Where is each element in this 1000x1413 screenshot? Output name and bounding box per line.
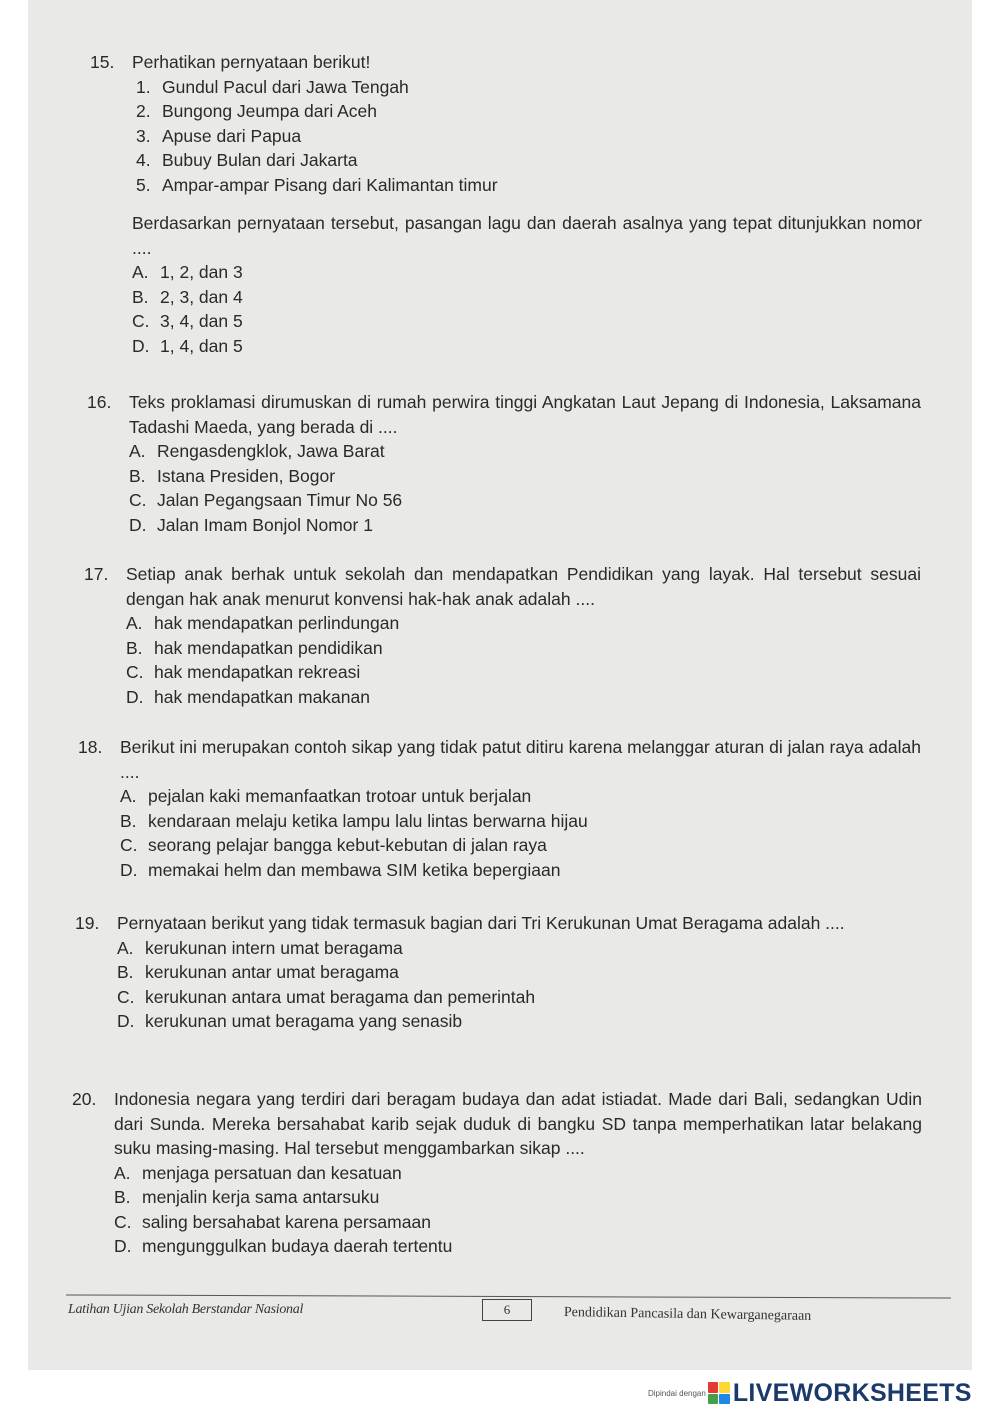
question-19 — [75, 911, 922, 1034]
question-stem: Setiap anak berhak untuk sekolah dan mendapatkan Pendidikan yang layak. Hal tersebut sesuai dengan hak anak menurut konvensi hak-hak anak adalah .... — [126, 564, 921, 609]
statement-list — [132, 75, 922, 198]
answer-option-a[interactable]: A. hak mendapatkan perlindungan — [126, 613, 400, 633]
answer-option-d[interactable]: D. 1, 4, dan 5 — [132, 335, 243, 356]
question-18 — [78, 735, 921, 882]
question-number: 16. — [87, 392, 112, 412]
answer-option-d[interactable]: D. memakai helm dan membawa SIM ketika bepergiaan — [120, 859, 561, 880]
answer-option-b[interactable]: B. 2, 3, dan 4 — [132, 286, 243, 307]
answer-option-a[interactable]: A. pejalan kaki memanfaatkan trotoar untuk berjalan — [120, 786, 532, 806]
footer-exam-title: Latihan Ujian Sekolah Berstandar Nasional — [68, 1302, 304, 1317]
answer-option-b[interactable]: B. kerukunan antar umat beragama — [117, 962, 399, 982]
question-stem: Berikut ini merupakan contoh sikap yang tidak patut ditiru karena melanggar aturan di jalan raya adalah .... — [120, 737, 921, 782]
answer-options — [129, 439, 921, 537]
answer-options — [117, 936, 922, 1034]
answer-option-c[interactable]: C. 3, 4, dan 5 — [132, 311, 243, 331]
question-number: 15. — [90, 52, 115, 72]
question-intro: Perhatikan pernyataan berikut! — [132, 52, 371, 72]
list-item: 1. Gundul Pacul dari Jawa Tengah — [136, 76, 409, 97]
answer-options — [132, 260, 922, 358]
answer-options — [126, 611, 921, 709]
answer-option-a[interactable]: A. Rengasdengklok, Jawa Barat — [129, 441, 385, 461]
footer-subject: Pendidikan Pancasila dan Kewarganegaraan — [563, 1305, 812, 1324]
footer-divider — [66, 1294, 951, 1298]
question-20 — [72, 1087, 922, 1259]
answer-option-a[interactable]: A. kerukunan intern umat beragama — [117, 937, 403, 958]
answer-option-c[interactable]: C. Jalan Pegangsaan Timur No 56 — [129, 490, 403, 510]
answer-option-a[interactable]: A. 1, 2, dan 3 — [132, 262, 243, 282]
answer-option-b[interactable]: B. Istana Presiden, Bogor — [129, 465, 336, 486]
list-item: 3. Apuse dari Papua — [136, 125, 302, 146]
answer-option-c[interactable]: C. saling bersahabat karena persamaan — [114, 1211, 431, 1232]
liveworksheets-watermark — [648, 1380, 972, 1406]
answer-option-d[interactable]: D. kerukunan umat beragama yang senasib — [117, 1011, 463, 1031]
answer-option-b[interactable]: B. menjalin kerja sama antarsuku — [114, 1187, 380, 1207]
watermark-caption: Dipindai dengan — [648, 1388, 706, 1398]
page-number: 6 — [482, 1299, 532, 1321]
answer-option-b[interactable]: B. hak mendapatkan pendidikan — [126, 637, 383, 658]
list-item: 5. Ampar-ampar Pisang dari Kalimantan timur — [136, 174, 498, 195]
question-number: 18. — [78, 737, 103, 757]
answer-option-d[interactable]: D. mengunggulkan budaya daerah tertentu — [114, 1236, 453, 1256]
question-stem: Teks proklamasi dirumuskan di rumah perwira tinggi Angkatan Laut Jepang di Indonesia, Laksamana Tadashi Maeda, yang berada di .... — [129, 392, 921, 437]
question-number: 17. — [84, 564, 109, 584]
question-number: 19. — [75, 913, 100, 933]
brand-name: LIVEWORKSHEETS — [732, 1378, 972, 1407]
liveworksheets-logo-icon — [708, 1382, 730, 1404]
worksheet-page — [28, 0, 972, 1370]
answer-option-a[interactable]: A. menjaga persatuan dan kesatuan — [114, 1162, 402, 1183]
answer-option-c[interactable]: C. hak mendapatkan rekreasi — [126, 662, 361, 682]
answer-option-d[interactable]: D. hak mendapatkan makanan — [126, 686, 370, 707]
question-stem: Pernyataan berikut yang tidak termasuk bagian dari Tri Kerukunan Umat Beragama adalah .... — [117, 913, 845, 933]
question-16 — [87, 390, 921, 537]
answer-option-d[interactable]: D. Jalan Imam Bonjol Nomor 1 — [129, 514, 373, 535]
list-item: 4. Bubuy Bulan dari Jakarta — [136, 150, 358, 170]
list-item: 2. Bungong Jeumpa dari Aceh — [136, 101, 378, 121]
answer-options — [114, 1161, 922, 1259]
question-number: 20. — [72, 1089, 97, 1109]
question-15 — [90, 50, 922, 358]
question-stem: Berdasarkan pernyataan tersebut, pasangan lagu dan daerah asalnya yang tepat ditunjukkan nomor .... — [132, 213, 922, 258]
question-17 — [84, 562, 921, 709]
answer-options — [120, 784, 921, 882]
question-stem: Indonesia negara yang terdiri dari beragam budaya dan adat istiadat. Made dari Bali, sedangkan Udin dari Sunda. Mereka bersahabat karib sejak duduk di bangku SD tanpa memperhatikan latar belakang suku masing-masing. Hal tersebut menggambarkan sikap .... — [114, 1089, 922, 1158]
answer-option-c[interactable]: C. kerukunan antara umat beragama dan pemerintah — [117, 986, 536, 1007]
answer-option-b[interactable]: B. kendaraan melaju ketika lampu lalu lintas berwarna hijau — [120, 810, 588, 831]
answer-option-c[interactable]: C. seorang pelajar bangga kebut-kebutan di jalan raya — [120, 835, 547, 855]
